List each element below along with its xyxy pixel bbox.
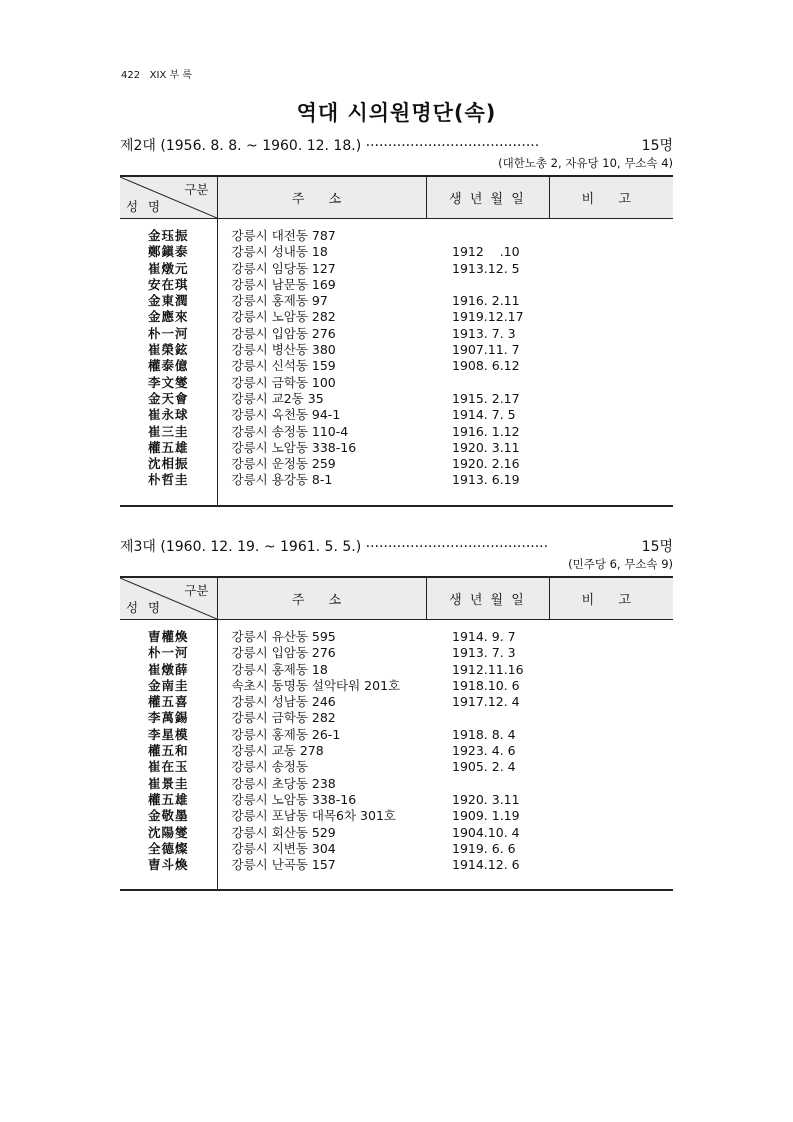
table-row (120, 358, 673, 374)
member-birthdate (426, 228, 549, 244)
member-address: 강릉시 운정동 259 (217, 456, 426, 472)
table-row (120, 743, 673, 759)
member-address: 강릉시 홍제동 26-1 (217, 727, 426, 743)
member-birthdate: 1920. 2.16 (452, 456, 520, 472)
term-section-2 (120, 137, 673, 507)
table-row (120, 375, 673, 391)
member-birthdate: 1912.11.16 (452, 661, 524, 677)
member-birthdate: 1912 .10 (452, 244, 520, 260)
member-address: 속초시 동명동 설악타워 201호 (217, 678, 426, 694)
member-note (549, 727, 673, 743)
table-row (120, 857, 673, 873)
member-birthdate: 1916. 1.12 (452, 423, 520, 439)
member-note (549, 277, 673, 293)
member-note (549, 456, 673, 472)
member-birthdate: 1914. 9. 7 (452, 629, 516, 644)
member-note (549, 857, 673, 873)
member-name: 李文燮 (147, 374, 189, 390)
member-address: 강릉시 성남동 246 (217, 694, 426, 710)
member-address: 강릉시 신석동 159 (217, 358, 426, 374)
member-note (549, 244, 673, 260)
member-note (549, 375, 673, 391)
birth-header: 생 년 월 일 (426, 577, 549, 620)
member-name: 崔榮鉉 (147, 342, 189, 358)
section-label: XIX 부 록 (149, 70, 192, 81)
member-name: 崔在玉 (147, 759, 189, 775)
member-birthdate: 1913. 7. 3 (452, 645, 516, 661)
member-address: 강릉시 성내동 18 (217, 244, 426, 260)
member-address: 강릉시 초당동 238 (217, 776, 426, 792)
table-row (120, 645, 673, 661)
member-address: 강릉시 용강동 8-1 (217, 472, 426, 488)
address-header: 주 소 (217, 577, 426, 620)
term-count: 15명 (641, 138, 673, 154)
table-row (120, 309, 673, 325)
member-address: 강릉시 입암동 276 (217, 326, 426, 342)
name-header: 성 명 (126, 600, 164, 615)
party-breakdown: (민주당 6, 무소속 9) (568, 557, 673, 571)
member-name: 曺斗煥 (147, 857, 189, 873)
member-birthdate (426, 710, 549, 726)
member-name: 金東潤 (147, 293, 189, 309)
member-birthdate: 1920. 3.11 (452, 439, 520, 455)
member-birthdate: 1914. 7. 5 (452, 407, 516, 423)
member-address: 강릉시 지변동 304 (217, 841, 426, 857)
member-address: 강릉시 금학동 100 (217, 375, 426, 391)
table-row (120, 472, 673, 488)
name-header: 성 명 (126, 199, 164, 214)
member-note (549, 326, 673, 342)
member-note (549, 776, 673, 792)
member-name: 李萬錫 (147, 710, 189, 726)
member-birthdate: 1915. 2.17 (452, 390, 520, 406)
member-address: 강릉시 홍제동 97 (217, 293, 426, 309)
member-note (549, 391, 673, 407)
member-table (120, 175, 673, 507)
spacer-row (120, 620, 673, 630)
member-name: 崔永球 (147, 407, 189, 423)
member-name: 全德燦 (147, 840, 189, 856)
term-section-3 (120, 538, 673, 891)
member-birthdate: 1904.10. 4 (452, 824, 520, 840)
member-address: 강릉시 노암동 338-16 (217, 440, 426, 456)
table-row (120, 407, 673, 423)
note-header: 비 고 (549, 577, 673, 620)
table-row (120, 456, 673, 472)
member-name: 金天會 (147, 390, 189, 406)
member-note (549, 472, 673, 488)
member-name: 權五喜 (147, 694, 189, 710)
member-birthdate: 1923. 4. 6 (452, 743, 516, 759)
member-name: 權泰億 (147, 358, 189, 374)
member-name: 金珏振 (147, 228, 189, 243)
member-note (549, 358, 673, 374)
member-name: 崔燉薛 (147, 661, 189, 677)
member-note (549, 759, 673, 775)
member-address: 강릉시 포남동 대목6차 301호 (217, 808, 426, 824)
member-birthdate: 1916. 2.11 (452, 293, 520, 309)
member-birthdate (426, 375, 549, 391)
member-address: 강릉시 대전동 787 (217, 228, 426, 244)
member-address: 강릉시 임당동 127 (217, 261, 426, 277)
member-name: 金敬墨 (147, 808, 189, 824)
member-name: 朴一河 (147, 325, 189, 341)
spacer-row (120, 219, 673, 229)
member-birthdate: 1914.12. 6 (452, 857, 520, 873)
member-birthdate: 1905. 2. 4 (452, 759, 516, 775)
member-address: 강릉시 남문동 169 (217, 277, 426, 293)
closing-row (120, 873, 673, 890)
member-name: 崔三圭 (147, 423, 189, 439)
member-name: 曺權煥 (147, 629, 189, 644)
member-note (549, 228, 673, 244)
member-name: 朴一河 (147, 645, 189, 661)
member-name: 鄭鎭泰 (147, 244, 189, 260)
member-birthdate: 1917.12. 4 (452, 694, 520, 710)
member-birthdate (426, 277, 549, 293)
member-note (549, 407, 673, 423)
table-row (120, 440, 673, 456)
birth-header: 생 년 월 일 (426, 176, 549, 219)
table-row (120, 710, 673, 726)
page-title: 역대 시의원명단(속) (296, 101, 497, 125)
member-address: 강릉시 교동 278 (217, 743, 426, 759)
member-name: 朴哲圭 (147, 472, 189, 488)
table-row (120, 342, 673, 358)
member-birthdate: 1908. 6.12 (452, 358, 520, 374)
table-row (120, 792, 673, 808)
member-note (549, 808, 673, 824)
table-row (120, 727, 673, 743)
member-address: 강릉시 유산동 595 (217, 629, 426, 645)
table-row (120, 808, 673, 824)
table-row (120, 629, 673, 645)
address-header: 주 소 (217, 176, 426, 219)
member-note (549, 293, 673, 309)
table-row (120, 261, 673, 277)
member-name: 崔燉元 (147, 260, 189, 276)
member-note (549, 743, 673, 759)
member-table (120, 576, 673, 891)
member-address: 강릉시 교2동 35 (217, 391, 426, 407)
member-note (549, 841, 673, 857)
member-address: 강릉시 옥천동 94-1 (217, 407, 426, 423)
corner-header (120, 176, 217, 219)
member-address: 강릉시 송정동 (217, 759, 426, 775)
term-heading (120, 538, 673, 556)
member-address: 강릉시 송정동 110-4 (217, 424, 426, 440)
member-note (549, 645, 673, 661)
member-name: 李星模 (147, 726, 189, 742)
category-header: 구분 (184, 583, 209, 598)
table-row (120, 277, 673, 293)
member-name: 沈陽燮 (147, 824, 189, 840)
member-rows (120, 620, 673, 891)
member-address: 강릉시 회산동 529 (217, 825, 426, 841)
member-note (549, 678, 673, 694)
page-header (121, 66, 192, 81)
member-birthdate: 1918. 8. 4 (452, 726, 516, 742)
member-address: 강릉시 병산동 380 (217, 342, 426, 358)
term-count: 15명 (641, 539, 673, 555)
table-row (120, 678, 673, 694)
table-row (120, 841, 673, 857)
member-name: 金應來 (147, 309, 189, 325)
member-note (549, 662, 673, 678)
member-birthdate: 1920. 3.11 (452, 791, 520, 807)
member-note (549, 694, 673, 710)
page-number: 422 (121, 70, 141, 81)
category-header: 구분 (184, 182, 209, 197)
member-birthdate (426, 776, 549, 792)
member-name: 權五雄 (147, 439, 189, 455)
member-rows (120, 219, 673, 506)
table-row (120, 759, 673, 775)
table-row (120, 825, 673, 841)
table-row (120, 244, 673, 260)
term-label: 제3대 (1960. 12. 19. ~ 1961. 5. 5.) ········································· (120, 539, 549, 555)
member-name: 沈相振 (147, 456, 189, 472)
member-name: 權五雄 (147, 791, 189, 807)
member-birthdate: 1907.11. 7 (452, 342, 520, 358)
member-name: 金南圭 (147, 677, 189, 693)
member-note (549, 342, 673, 358)
member-note (549, 792, 673, 808)
member-birthdate: 1909. 1.19 (452, 808, 520, 824)
member-address: 강릉시 금학동 282 (217, 710, 426, 726)
member-birthdate: 1919.12.17 (452, 309, 524, 325)
member-birthdate: 1913. 7. 3 (452, 325, 516, 341)
member-address: 강릉시 난곡동 157 (217, 857, 426, 873)
corner-header (120, 577, 217, 620)
table-row (120, 424, 673, 440)
member-note (549, 629, 673, 645)
member-address: 강릉시 홍제동 18 (217, 662, 426, 678)
member-birthdate: 1918.10. 6 (452, 677, 520, 693)
member-address: 강릉시 노암동 282 (217, 309, 426, 325)
table-row (120, 326, 673, 342)
table-row (120, 391, 673, 407)
member-note (549, 261, 673, 277)
member-note (549, 424, 673, 440)
member-note (549, 440, 673, 456)
member-address: 강릉시 입암동 276 (217, 645, 426, 661)
table-row (120, 662, 673, 678)
member-name: 崔景圭 (147, 775, 189, 791)
table-row (120, 293, 673, 309)
closing-row (120, 489, 673, 506)
member-name: 權五和 (147, 743, 189, 759)
table-header-row (120, 176, 673, 219)
member-note (549, 309, 673, 325)
member-note (549, 710, 673, 726)
member-birthdate: 1913.12. 5 (452, 260, 520, 276)
table-row (120, 694, 673, 710)
member-birthdate: 1913. 6.19 (452, 472, 520, 488)
note-header: 비 고 (549, 176, 673, 219)
table-row (120, 776, 673, 792)
member-address: 강릉시 노암동 338-16 (217, 792, 426, 808)
table-header-row (120, 577, 673, 620)
member-note (549, 825, 673, 841)
table-row (120, 228, 673, 244)
member-birthdate: 1919. 6. 6 (452, 840, 516, 856)
party-breakdown: (대한노총 2, 자유당 10, 무소속 4) (498, 156, 673, 170)
member-name: 安在琪 (147, 276, 189, 292)
term-label: 제2대 (1956. 8. 8. ~ 1960. 12. 18.) ······································· (120, 138, 540, 154)
term-heading (120, 137, 673, 155)
